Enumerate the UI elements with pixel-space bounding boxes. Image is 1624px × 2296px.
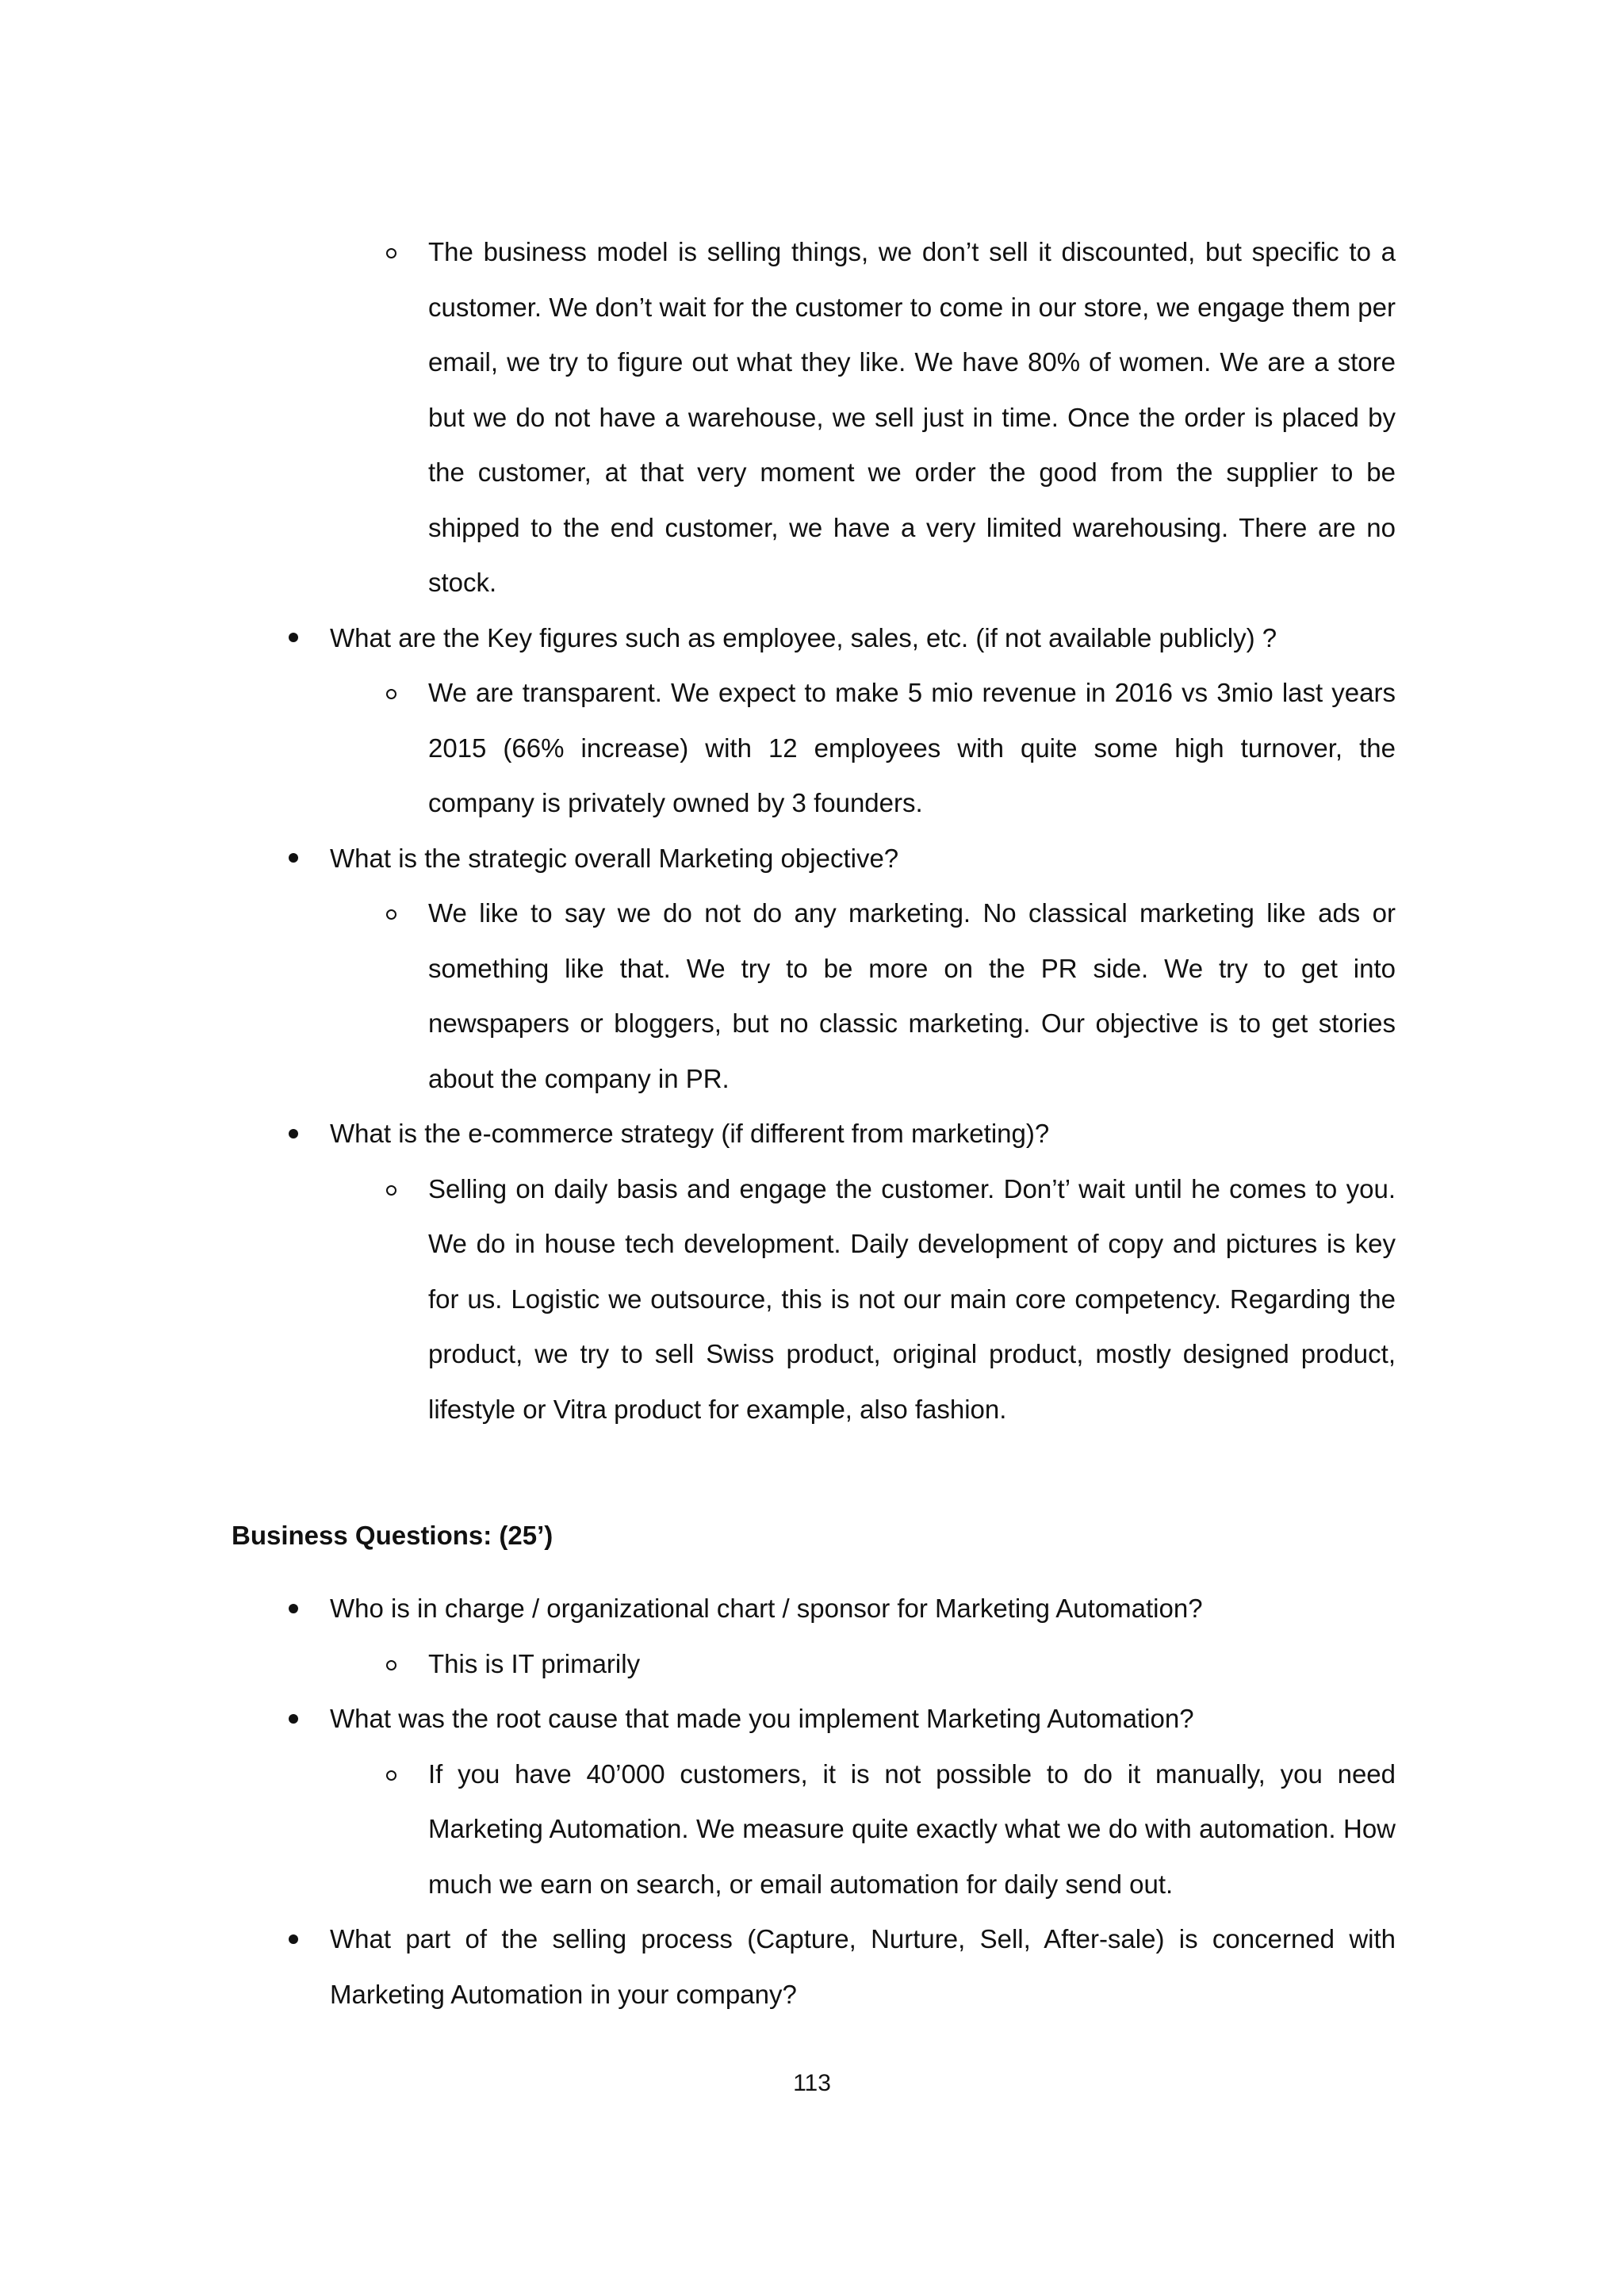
list-item [0, 1636, 1396, 1692]
question-text: What was the root cause that made you implement Marketing Automation? [330, 1704, 1194, 1733]
question-text: What is the e-commerce strategy (if different from marketing)? [330, 1119, 1050, 1148]
list-item [0, 1911, 1396, 2022]
list-item [0, 1747, 1396, 1912]
bullet-icon [282, 1911, 305, 1967]
page-number: 113 [793, 2070, 831, 2096]
list-item [0, 1106, 1396, 1161]
question-text: What are the Key figures such as employee, sales, etc. (if not available publicly) ? [330, 622, 1277, 652]
list-item [0, 224, 1396, 610]
answer-text: The business model is selling things, we don’t sell it discounted, but specific to a customer. We don’t wait for the customer to come in our store, we engage them per email, we try to figure out what they like. We have 80% of women. We are a store but we do not have a warehouse, we sell just in time. Once the order is placed by the customer, at that very moment we order the good from the supplier to be shipped to the end customer, we have a very limited warehousing. There are no stock. [428, 237, 1396, 597]
bullet-icon [282, 1691, 305, 1747]
question-text: What part of the selling process (Capture, Nurture, Sell, After-sale) is concerned with Marketing Automation in your company? [330, 1924, 1396, 2009]
circle-bullet-icon [379, 224, 403, 280]
section-1-list [0, 224, 1624, 1437]
question-text: What is the strategic overall Marketing objective? [330, 843, 899, 873]
question-text: Who is in charge / organizational chart / sponsor for Marketing Automation? [330, 1594, 1203, 1623]
circle-bullet-icon [379, 1747, 403, 1802]
section-2-list [0, 1581, 1624, 2022]
circle-bullet-icon [379, 665, 403, 721]
answer-text: Selling on daily basis and engage the customer. Don’t’ wait until he comes to you. We do in house tech development. Daily development of copy and pictures is key for us. Logistic we outsource, this is not our main core competency. Regarding the product, we try to sell Swiss product, original product, mostly designed product, lifestyle or Vitra product for example, also fashion. [428, 1173, 1396, 1424]
list-item [0, 886, 1396, 1106]
section-heading: Business Questions: (25’) [232, 1521, 553, 1550]
circle-bullet-icon [379, 1636, 403, 1692]
circle-bullet-icon [379, 886, 403, 941]
bullet-icon [282, 1581, 305, 1636]
list-item [0, 1691, 1396, 1747]
list-item [0, 1581, 1396, 1636]
list-item [0, 610, 1396, 666]
answer-text: We like to say we do not do any marketing. No classical marketing like ads or something like that. We try to be more on the PR side. We try to get into newspapers or bloggers, but no classic marketing. Our objective is to get stories about the company in PR. [428, 898, 1396, 1093]
answer-text: This is IT primarily [428, 1648, 641, 1678]
answer-text: If you have 40’000 customers, it is not possible to do it manually, you need Marketing Automation. We measure quite exactly what we do with automation. How much we earn on search, or email automation for daily send out. [428, 1758, 1396, 1899]
answer-text: We are transparent. We expect to make 5 mio revenue in 2016 vs 3mio last years 2015 (66% increase) with 12 employees with quite some high turnover, the company is privately owned by 3 founders. [428, 678, 1396, 817]
circle-bullet-icon [379, 1161, 403, 1217]
bullet-icon [282, 831, 305, 886]
bullet-icon [282, 1106, 305, 1161]
list-item [0, 665, 1396, 831]
list-item [0, 1161, 1396, 1437]
list-item [0, 831, 1396, 886]
bullet-icon [282, 610, 305, 666]
